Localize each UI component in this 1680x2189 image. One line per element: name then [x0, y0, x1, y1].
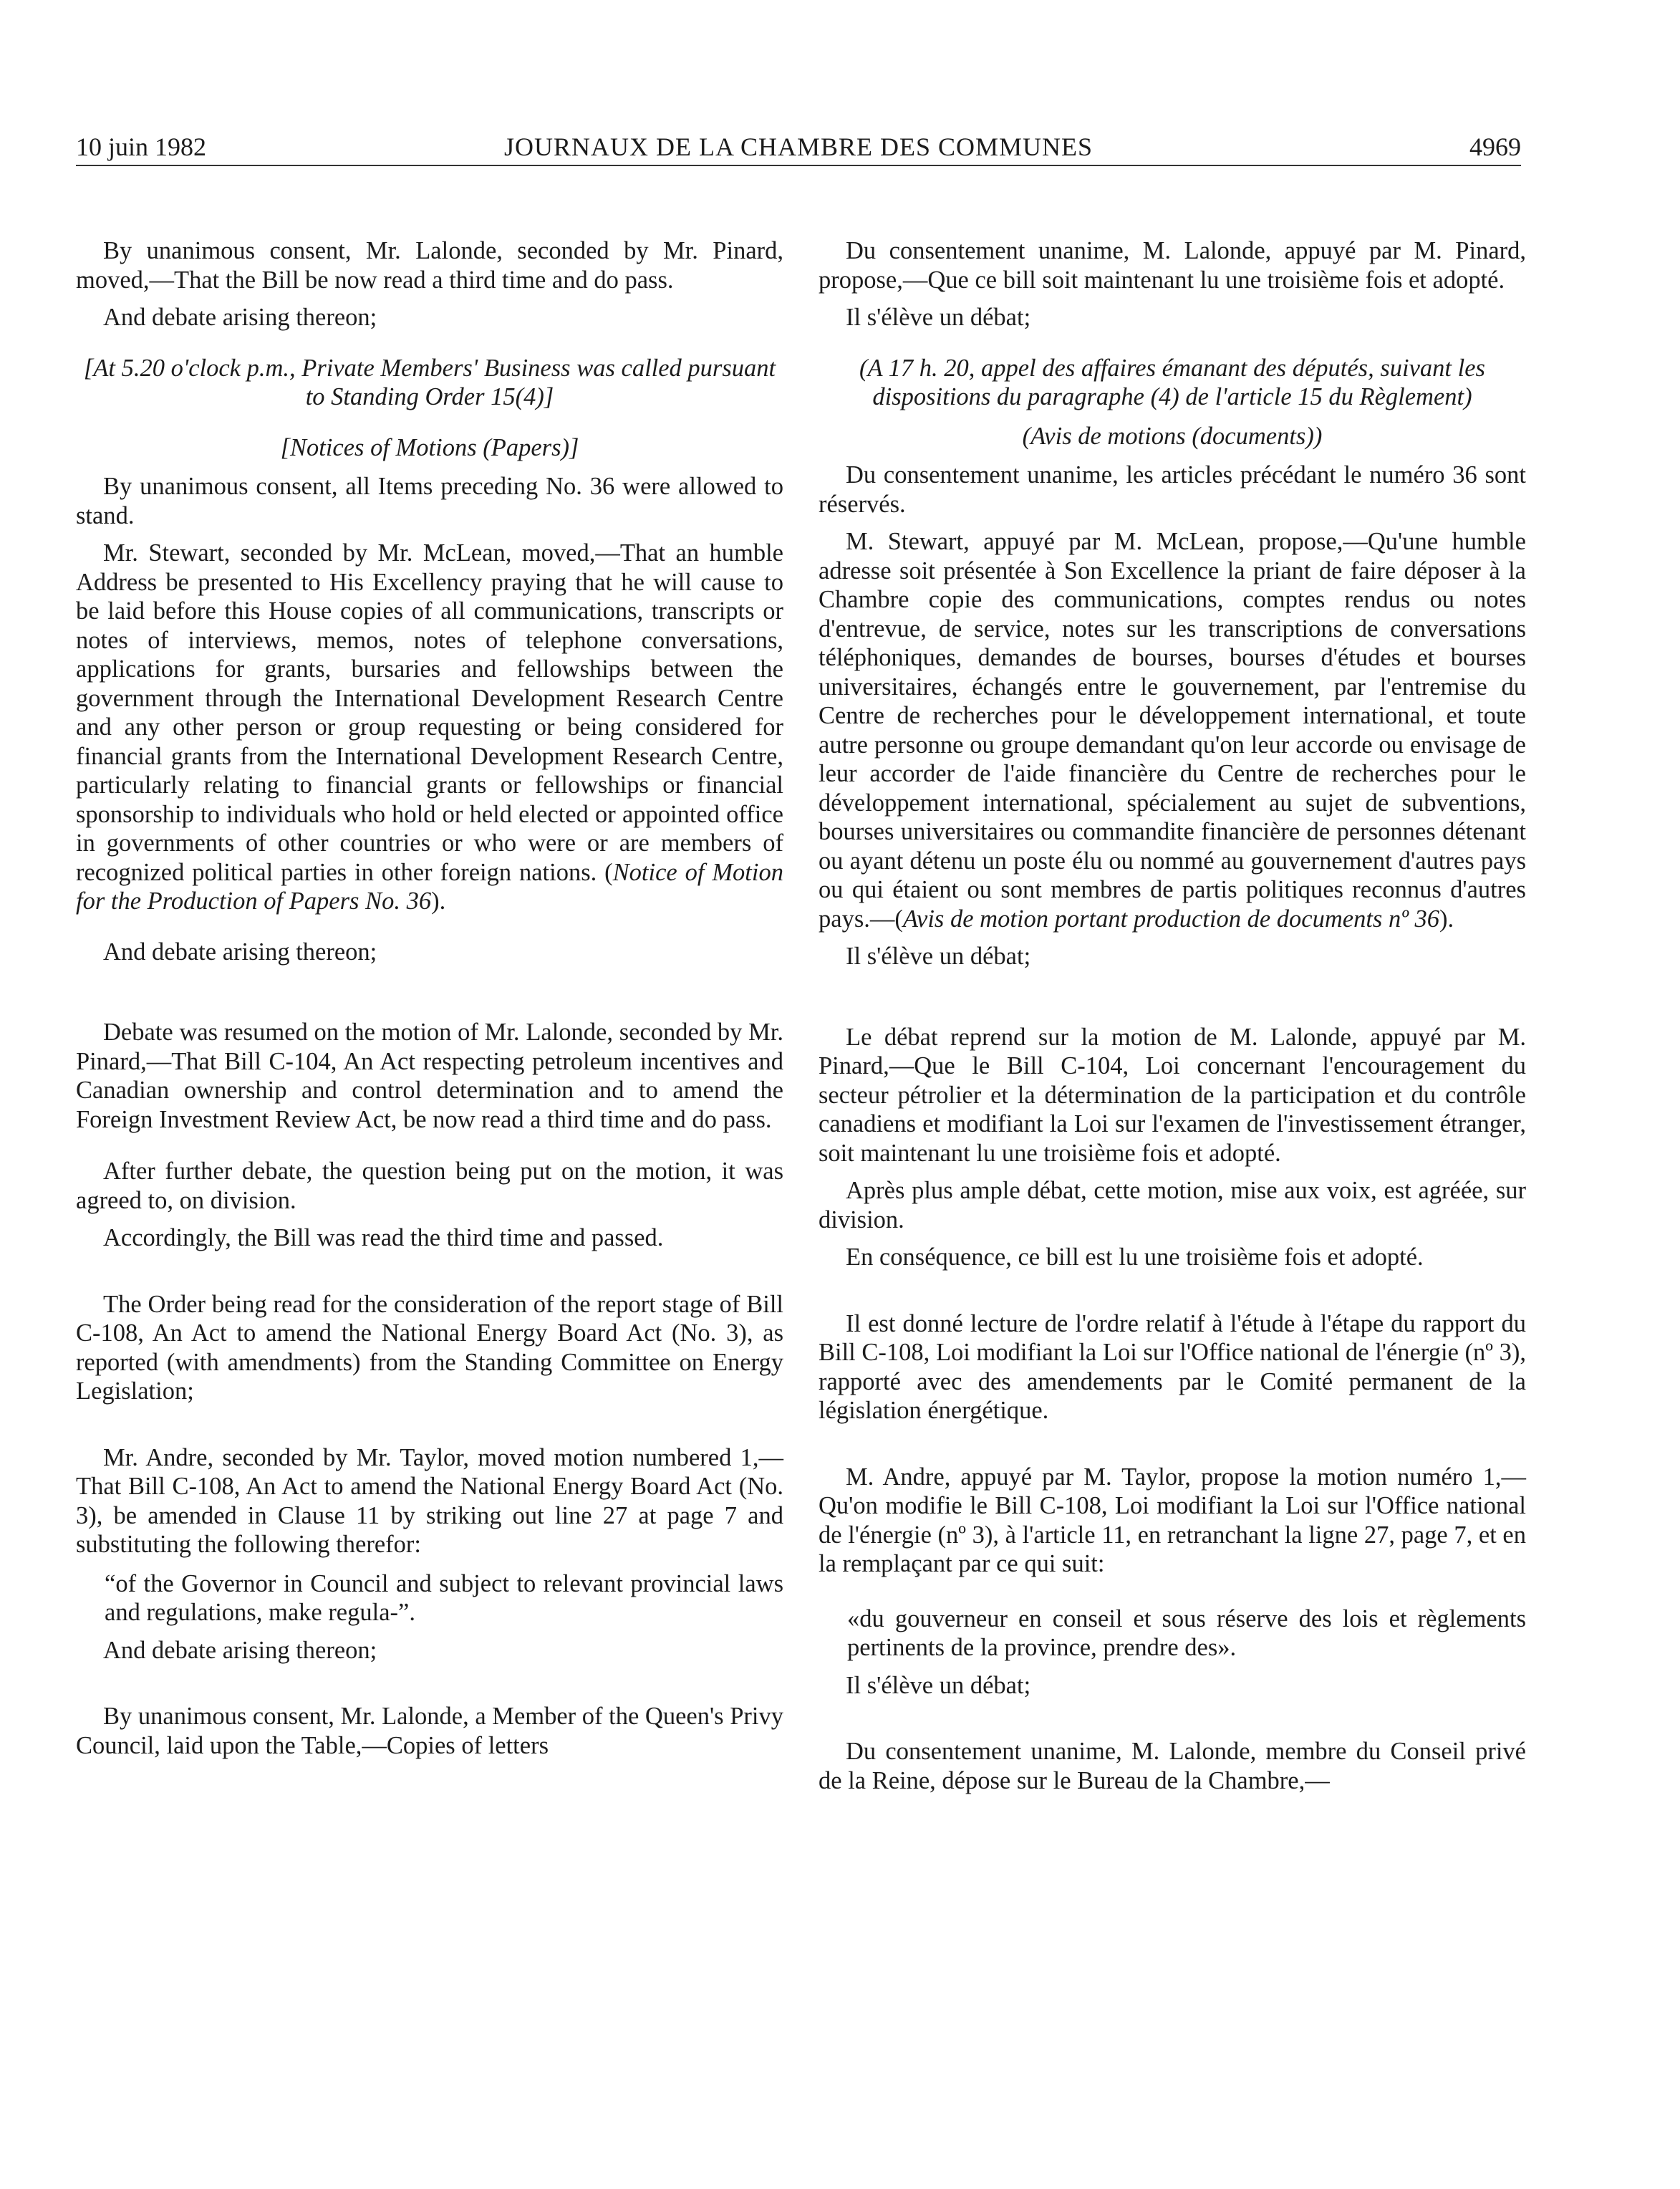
en-bill-passed: Accordingly, the Bill was read the third time and passed.	[103, 1224, 664, 1251]
fr-stewart-motion	[819, 527, 1526, 933]
header-page-number: 4969	[1469, 133, 1521, 161]
header-rule	[76, 165, 1521, 166]
fr-debate-arising-2: Il s'élève un débat;	[846, 943, 1031, 970]
en-items-stand: By unanimous consent, all Items preceding No. 36 were allowed to stand.	[76, 473, 783, 529]
en-andre-motion: Mr. Andre, seconded by Mr. Taylor, moved motion numbered 1,—That Bill C-108, An Act to amend the National Energy Board Act (No. 3), be amended in Clause 11 by striking out line 27 at page 7 and substituting the following therefor:	[76, 1443, 783, 1558]
en-paragraph-third-reading-motion: By unanimous consent, Mr. Lalonde, seconded by Mr. Pinard, moved,—That the Bill be now read a third time and do pass.	[76, 237, 783, 294]
fr-debate-arising-3: Il s'élève un débat;	[846, 1671, 1031, 1699]
fr-paragraph-third-reading-motion: Du consentement unanime, M. Lalonde, appuyé par M. Pinard, propose,—Que ce bill soit maintenant lu une troisième fois et adopté.	[819, 237, 1526, 294]
fr-bill-c104-debate: Le débat reprend sur la motion de M. Lalonde, appuyé par M. Pinard,—Que le Bill C-104, Loi concernant l'encouragement du secteur pétrolier et la détermination de la participation et du contrôle canadiens et modifiant la Loi sur l'examen de l'investissement étranger, soit maintenant lu une troisième fois et adopté.	[819, 1023, 1526, 1167]
en-lalonde-tabling: By unanimous consent, Mr. Lalonde, a Member of the Queen's Privy Council, laid upon the Table,—Copies of letters	[76, 1703, 783, 1759]
running-header	[76, 130, 1521, 163]
en-quoted-amendment: “of the Governor in Council and subject to relevant provincial laws and regulations, make regula-”.	[105, 1569, 783, 1626]
en-bill-c108-report-stage: The Order being read for the consideration of the report stage of Bill C-108, An Act to amend the National Energy Board Act (No. 3), as reported (with amendments) from the Standing Committee on Energy Legislation;	[76, 1290, 783, 1405]
en-stewart-motion-text: Mr. Stewart, seconded by Mr. McLean, moved,—That an humble Address be presented to His Excellency praying that he will cause to be laid before this House copies of all communications, transcripts or notes of interviews, memos, notes of telephone conversations, applications for grants, bursaries and fellowships between the government through the International Development Research Centre and any other person or group requesting or being considered for financial grants from the International Development Research Centre, particularly relating to financial grants or fellowships or financial sponsorship to individuals who hold or held elected or appointed office in governments of other countries or who were or are members of recognized political parties in other foreign nations. (	[76, 539, 783, 886]
en-stewart-motion	[76, 539, 783, 916]
header-date: 10 juin 1982	[76, 133, 207, 161]
fr-quoted-amendment: «du gouverneur en conseil et sous réserve des lois et règlements pertinents de la province, prendre des».	[847, 1605, 1526, 1661]
en-private-members-business-note: [At 5.20 o'clock p.m., Private Members' Business was called pursuant to Standing Order 15(4)]	[83, 354, 776, 410]
fr-stewart-motion-text: M. Stewart, appuyé par M. McLean, propose,—Qu'une humble adresse soit présentée à Son Excellence la priant de faire déposer à la Chambre copie des communications, comptes rendus ou notes d'entrevue, de service, notes sur les transcriptions de conversations téléphoniques, demandes de bourses, bourses d'études et bourses universitaires, échangés entre le gouvernement, par l'entremise du Centre de recherches pour le développement international, et toute autre personne ou groupe demandant qu'on leur accorde ou envisage de leur accorder de l'aide financière du Centre de recherches pour le développement international, spécialement au sujet de subventions, bourses universitaires ou commandite financière de personnes détenant ou ayant détenu un poste élu ou nommé au gouvernement d'autres pays ou qui étaient ou sont membres de partis politiques reconnus d'autres pays.—(	[819, 528, 1526, 933]
en-stewart-motion-end: ).	[431, 887, 446, 915]
fr-bill-passed: En conséquence, ce bill est lu une troisième fois et adopté.	[846, 1243, 1424, 1271]
en-debate-arising: And debate arising thereon;	[103, 304, 377, 331]
en-debate-arising-3: And debate arising thereon;	[103, 1636, 377, 1664]
fr-lalonde-tabling: Du consentement unanime, M. Lalonde, membre du Conseil privé de la Reine, dépose sur le Bureau de la Chambre,—	[819, 1738, 1526, 1794]
en-debate-arising-2: And debate arising thereon;	[103, 938, 377, 966]
fr-andre-motion: M. Andre, appuyé par M. Taylor, propose la motion numéro 1,—Qu'on modifie le Bill C-108, Loi modifiant la Loi sur l'Office national de l'énergie (nº 3), à l'article 11, en retranchant la ligne 27, page 7, et en la remplaçant par ce qui suit:	[819, 1463, 1526, 1577]
fr-items-stand: Du consentement unanime, les articles précédant le numéro 36 sont réservés.	[819, 461, 1526, 518]
fr-debate-arising: Il s'élève un débat;	[846, 304, 1031, 331]
header-journal-title: JOURNAUX DE LA CHAMBRE DES COMMUNES	[503, 133, 1094, 161]
english-column	[76, 236, 783, 1760]
fr-bill-c108-report-stage: Il est donné lecture de l'ordre relatif à l'étude à l'étape du rapport du Bill C-108, Loi modifiant la Loi sur l'Office national de l'énergie (nº 3), rapporté avec des amendements par le Comité permanent de la législation énergétique.	[819, 1309, 1526, 1424]
en-bill-c104-debate: Debate was resumed on the motion of Mr. Lalonde, seconded by Mr. Pinard,—That Bill C-104, An Act respecting petroleum incentives and Canadian ownership and control determination and to amend the Foreign Investment Review Act, be now read a third time and do pass.	[76, 1019, 783, 1133]
fr-notices-of-motions-heading: (Avis de motions (documents))	[1022, 422, 1323, 450]
en-notice-of-motion-reference: Notice of Motion for the Production of Papers No. 36	[76, 858, 783, 915]
en-further-debate: After further debate, the question being put on the motion, it was agreed to, on division.	[76, 1158, 783, 1214]
fr-stewart-motion-end: ).	[1439, 905, 1454, 933]
fr-further-debate: Après plus ample débat, cette motion, mise aux voix, est agréée, sur division.	[819, 1177, 1526, 1233]
en-notices-of-motions-heading: [Notices of Motions (Papers)]	[280, 433, 579, 461]
french-column	[819, 236, 1526, 1795]
fr-notice-of-motion-reference: Avis de motion portant production de documents nº 36	[902, 905, 1440, 933]
fr-private-members-business-note: (A 17 h. 20, appel des affaires émanant des députés, suivant les dispositions du paragraphe (4) de l'article 15 du Règlement)	[859, 354, 1485, 410]
